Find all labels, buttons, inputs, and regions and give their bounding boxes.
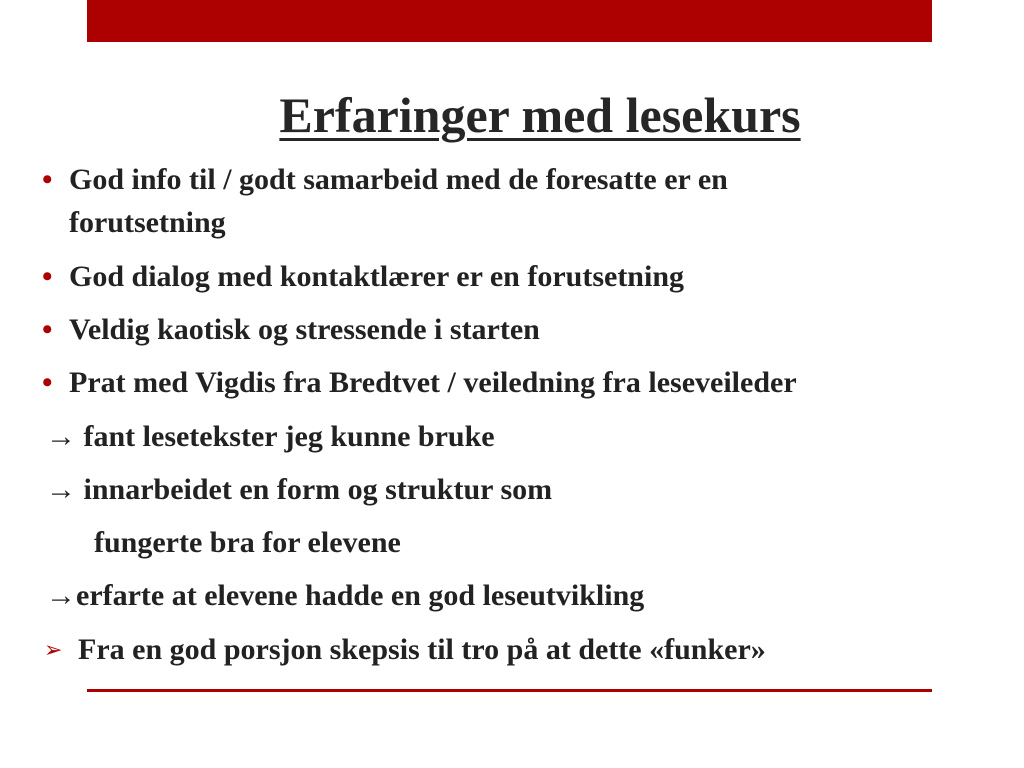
- bullet-text: God info til / godt samarbeid med de foresatte er en: [69, 163, 728, 196]
- top-accent-bar: [87, 0, 932, 42]
- arrow-bullet-icon: ➢: [44, 637, 63, 662]
- bullet-text: God dialog med kontaktlærer er en forutsetning: [69, 260, 685, 293]
- sub-item-text: → fant lesetekster jeg kunne bruke: [46, 420, 495, 453]
- slide-title: Erfaringer med lesekurs: [279, 87, 801, 143]
- bullet-text: Prat med Vigdis fra Bredtvet / veiledning fra leseveileder: [69, 366, 797, 399]
- bullet-marker: •: [42, 366, 53, 399]
- bullet-text: Veldig kaotisk og stressende i starten: [69, 313, 540, 346]
- sub-item-text-continuation: fungerte bra for elevene: [94, 526, 401, 559]
- sub-item-text: → innarbeidet en form og struktur som: [46, 473, 553, 506]
- bottom-divider: [87, 689, 932, 692]
- bullet-marker: •: [42, 260, 53, 293]
- bullet-text-continuation: forutsetning: [69, 206, 226, 239]
- sub-item-text: →erfarte at elevene hadde en god leseutvikling: [46, 579, 645, 612]
- bullet-marker: •: [42, 313, 53, 346]
- bullet-marker: •: [42, 163, 53, 196]
- final-bullet-text: Fra en god porsjon skepsis til tro på at dette «funker»: [78, 633, 766, 666]
